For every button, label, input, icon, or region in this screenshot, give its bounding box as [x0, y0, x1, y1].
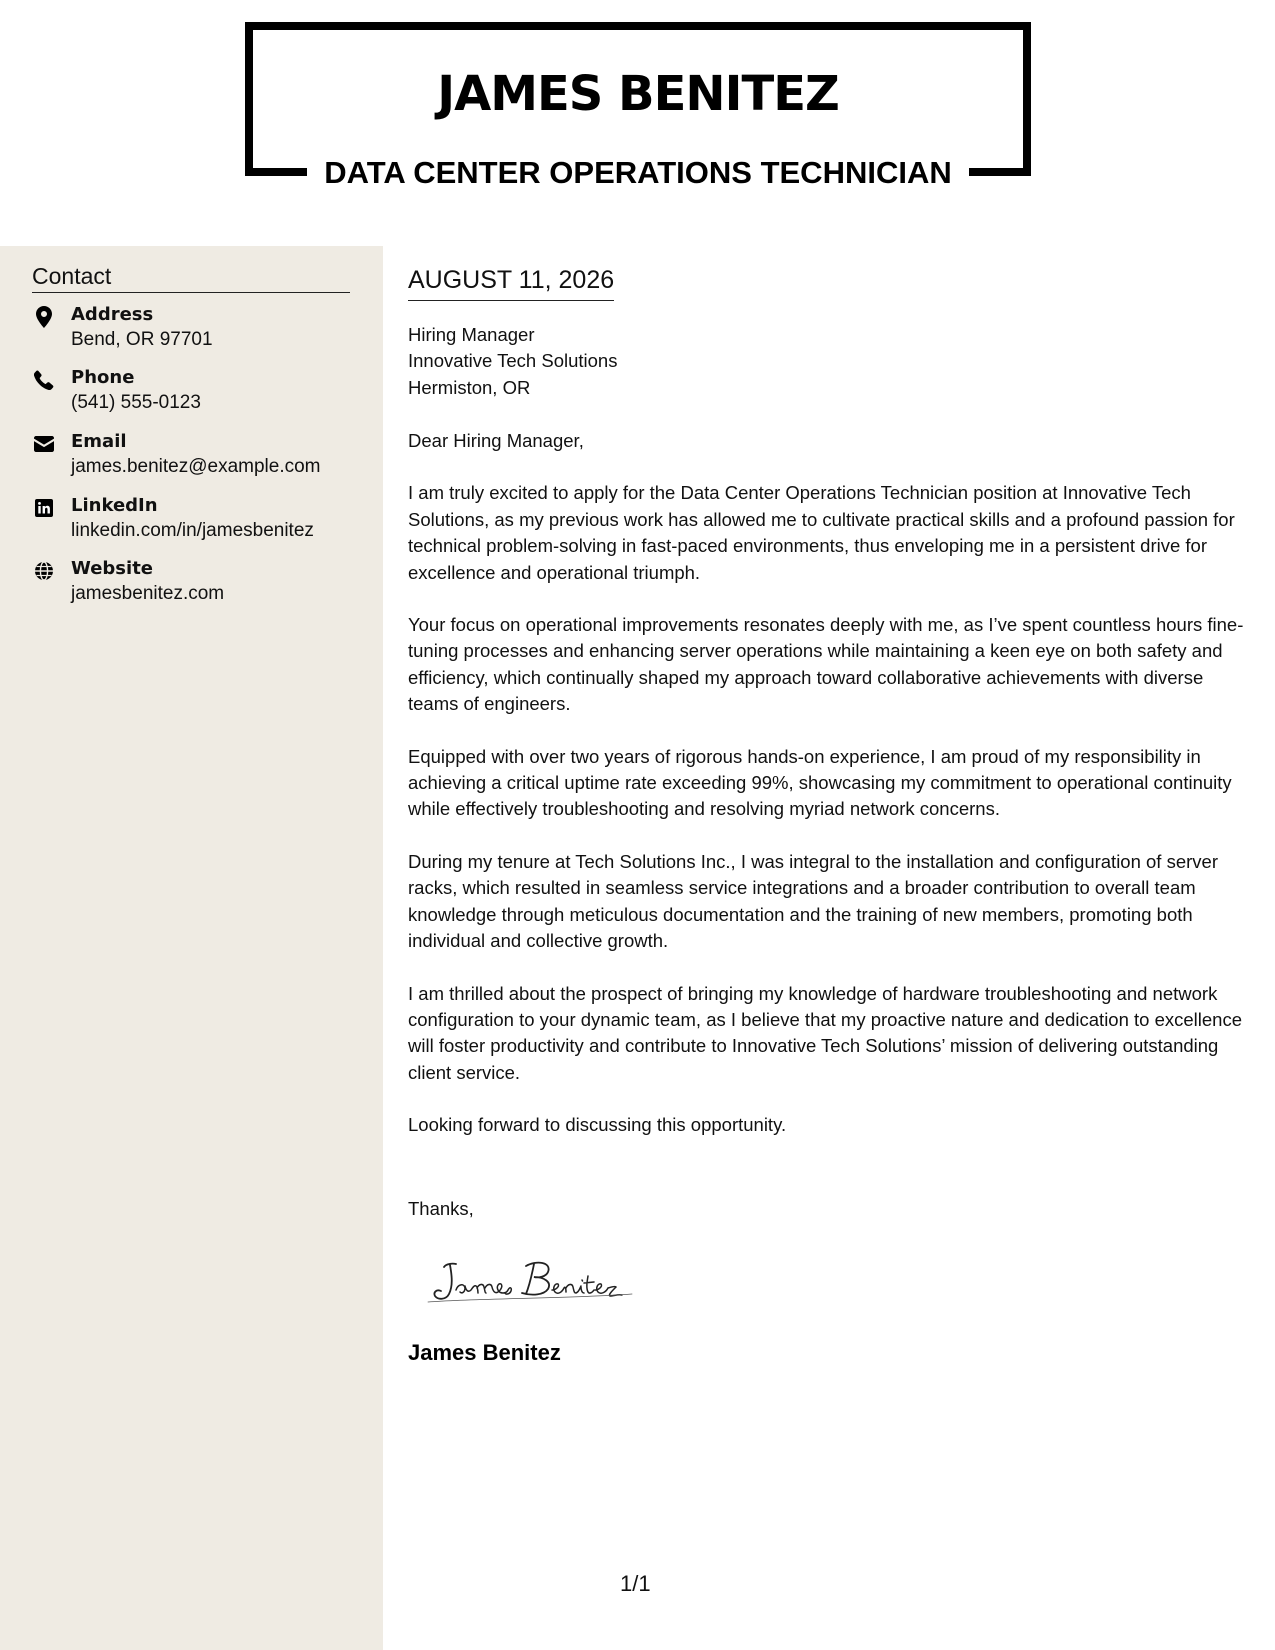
contact-label-address: Address [71, 304, 154, 325]
letter-paragraph: I am thrilled about the prospect of bringing my knowledge of hardware troubleshooting and network configuration to your dynamic team, as I believe that my proactive nature and dedication to excellence will foster productivity and contribute to Innovative Tech Solutions’ mission of delivering outstanding client service. [408, 982, 1242, 1083]
letter-body [408, 428, 1248, 1165]
handwritten-signature [422, 1250, 652, 1310]
contact-value-website: jamesbenitez.com [71, 583, 225, 604]
contact-value-address: Bend, OR 97701 [71, 329, 213, 350]
signoff: Thanks, [408, 1198, 474, 1219]
contact-label-linkedin: LinkedIn [71, 495, 158, 516]
contact-heading: Contact [32, 262, 350, 293]
applicant-name: JAMES BENITEZ [437, 66, 839, 122]
signer-name: James Benitez [408, 1340, 561, 1365]
contact-label-email: Email [71, 431, 127, 452]
recipient-title: Hiring Manager [408, 324, 535, 345]
location-pin-icon [32, 305, 56, 329]
page-number: 1/1 [620, 1571, 651, 1596]
contact-value-linkedin: linkedin.com/in/jamesbenitez [71, 520, 314, 541]
contact-label-phone: Phone [71, 367, 135, 388]
linkedin-icon [32, 496, 56, 520]
letter-date: AUGUST 11, 2026 [408, 263, 614, 301]
recipient-location: Hermiston, OR [408, 376, 531, 398]
frame-top-border [245, 22, 1031, 30]
recipient-company: Innovative Tech Solutions [408, 350, 618, 372]
salutation: Dear Hiring Manager, [408, 430, 584, 451]
phone-icon [32, 368, 56, 392]
email-icon [32, 432, 56, 456]
letter-paragraph: I am truly excited to apply for the Data Center Operations Technician position at Innovative Tech Solutions, as my previous work has allowed me to cultivate practical skills and a profound passion for technical problem-solving in fast-paced environments, thus enveloping me in a persistent drive for excellence and operational triumph. [408, 482, 1235, 583]
contact-value-email: james.benitez@example.com [71, 456, 321, 477]
contact-value-phone: (541) 555-0123 [71, 392, 201, 413]
letter-paragraph: Your focus on operational improvements resonates deeply with me, as I’ve spent countless hours fine-tuning processes and enhancing server operations while maintaining a keen eye on both safety and efficiency, which continually shaped my approach toward collaborative achievements with diverse teams of engineers. [408, 614, 1244, 715]
job-title: DATA CENTER OPERATIONS TECHNICIAN [324, 155, 952, 190]
closing-line: Looking forward to discussing this opportunity. [408, 1114, 787, 1136]
contact-label-website: Website [71, 558, 154, 579]
letter-paragraph: During my tenure at Tech Solutions Inc., I was integral to the installation and configuration of server racks, which resulted in seamless service integrations and a broader contribution to overall team knowledge through meticulous documentation and the training of new members, promoting both individual and collective growth. [408, 850, 1218, 952]
letter-paragraph: Equipped with over two years of rigorous hands-on experience, I am proud of my responsibility in achieving a critical uptime rate exceeding 99%, showcasing my commitment to operational continuity while effectively troubleshooting and resolving myriad network concerns. [408, 745, 1232, 820]
globe-icon [32, 559, 56, 583]
recipient-block [408, 322, 617, 401]
